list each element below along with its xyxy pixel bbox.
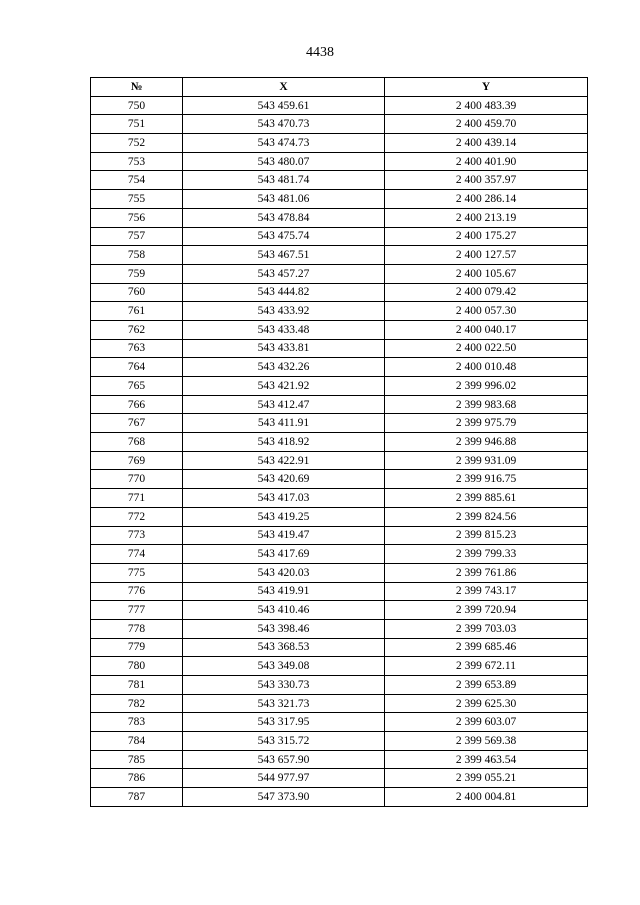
cell-y: 2 400 175.27 — [385, 227, 588, 246]
cell-y: 2 399 916.75 — [385, 470, 588, 489]
cell-x: 543 398.46 — [183, 619, 385, 638]
table-row — [91, 489, 588, 508]
table-row — [91, 320, 588, 339]
cell-number: 775 — [91, 563, 183, 582]
cell-y: 2 399 055.21 — [385, 769, 588, 788]
table-row — [91, 433, 588, 452]
cell-y: 2 399 761.86 — [385, 563, 588, 582]
cell-x: 543 420.69 — [183, 470, 385, 489]
cell-y: 2 400 127.57 — [385, 246, 588, 265]
cell-x: 543 317.95 — [183, 713, 385, 732]
cell-number: 771 — [91, 489, 183, 508]
cell-y: 2 400 079.42 — [385, 283, 588, 302]
table-row — [91, 750, 588, 769]
cell-y: 2 399 625.30 — [385, 694, 588, 713]
cell-number: 784 — [91, 732, 183, 751]
cell-number: 781 — [91, 676, 183, 695]
cell-number: 774 — [91, 545, 183, 564]
table-row — [91, 638, 588, 657]
cell-y: 2 399 603.07 — [385, 713, 588, 732]
cell-x: 543 467.51 — [183, 246, 385, 265]
cell-x: 543 418.92 — [183, 433, 385, 452]
cell-y: 2 399 799.33 — [385, 545, 588, 564]
cell-y: 2 400 040.17 — [385, 320, 588, 339]
cell-number: 766 — [91, 395, 183, 414]
table-row — [91, 732, 588, 751]
cell-y: 2 400 357.97 — [385, 171, 588, 190]
cell-y: 2 400 213.19 — [385, 208, 588, 227]
cell-x: 543 349.08 — [183, 657, 385, 676]
cell-y: 2 399 946.88 — [385, 433, 588, 452]
cell-number: 767 — [91, 414, 183, 433]
cell-number: 768 — [91, 433, 183, 452]
page-number: 4438 — [306, 45, 334, 60]
cell-number: 753 — [91, 152, 183, 171]
table-row — [91, 227, 588, 246]
table-row — [91, 526, 588, 545]
cell-number: 751 — [91, 115, 183, 134]
table-row — [91, 451, 588, 470]
table-row — [91, 395, 588, 414]
column-header-y: Y — [385, 78, 588, 97]
table-row — [91, 377, 588, 396]
table-row — [91, 769, 588, 788]
table-row — [91, 470, 588, 489]
cell-x: 543 657.90 — [183, 750, 385, 769]
cell-number: 752 — [91, 134, 183, 153]
cell-number: 770 — [91, 470, 183, 489]
cell-number: 762 — [91, 320, 183, 339]
cell-x: 543 457.27 — [183, 264, 385, 283]
cell-number: 756 — [91, 208, 183, 227]
cell-number: 761 — [91, 302, 183, 321]
cell-y: 2 399 824.56 — [385, 507, 588, 526]
table-row — [91, 246, 588, 265]
cell-number: 750 — [91, 96, 183, 115]
cell-number: 778 — [91, 619, 183, 638]
table-row — [91, 713, 588, 732]
cell-x: 543 419.25 — [183, 507, 385, 526]
cell-number: 785 — [91, 750, 183, 769]
cell-x: 543 419.91 — [183, 582, 385, 601]
table-row — [91, 788, 588, 807]
cell-number: 783 — [91, 713, 183, 732]
table-row — [91, 96, 588, 115]
cell-number: 759 — [91, 264, 183, 283]
cell-number: 755 — [91, 190, 183, 209]
table-row — [91, 283, 588, 302]
cell-y: 2 400 105.67 — [385, 264, 588, 283]
cell-y: 2 400 057.30 — [385, 302, 588, 321]
cell-x: 543 417.69 — [183, 545, 385, 564]
cell-x: 543 321.73 — [183, 694, 385, 713]
cell-y: 2 399 720.94 — [385, 601, 588, 620]
table-row — [91, 171, 588, 190]
column-header-x: X — [183, 78, 385, 97]
cell-y: 2 400 004.81 — [385, 788, 588, 807]
table-row — [91, 694, 588, 713]
cell-y: 2 400 010.48 — [385, 358, 588, 377]
cell-x: 543 421.92 — [183, 377, 385, 396]
cell-number: 757 — [91, 227, 183, 246]
cell-number: 780 — [91, 657, 183, 676]
cell-number: 763 — [91, 339, 183, 358]
cell-number: 760 — [91, 283, 183, 302]
table-body — [91, 96, 588, 806]
cell-number: 779 — [91, 638, 183, 657]
cell-y: 2 399 685.46 — [385, 638, 588, 657]
cell-x: 543 412.47 — [183, 395, 385, 414]
cell-number: 782 — [91, 694, 183, 713]
coordinates-table — [90, 77, 588, 807]
cell-x: 543 444.82 — [183, 283, 385, 302]
table-row — [91, 601, 588, 620]
table-header — [91, 78, 588, 97]
cell-number: 787 — [91, 788, 183, 807]
cell-number: 777 — [91, 601, 183, 620]
cell-x: 543 433.92 — [183, 302, 385, 321]
cell-y: 2 399 703.03 — [385, 619, 588, 638]
cell-x: 543 315.72 — [183, 732, 385, 751]
cell-x: 543 432.26 — [183, 358, 385, 377]
table-row — [91, 563, 588, 582]
table-row — [91, 264, 588, 283]
cell-y: 2 400 286.14 — [385, 190, 588, 209]
cell-x: 544 977.97 — [183, 769, 385, 788]
cell-y: 2 400 483.39 — [385, 96, 588, 115]
table-row — [91, 190, 588, 209]
cell-x: 543 478.84 — [183, 208, 385, 227]
table-row — [91, 152, 588, 171]
cell-y: 2 399 931.09 — [385, 451, 588, 470]
cell-y: 2 400 401.90 — [385, 152, 588, 171]
cell-y: 2 399 672.11 — [385, 657, 588, 676]
cell-number: 754 — [91, 171, 183, 190]
table-row — [91, 619, 588, 638]
cell-x: 543 417.03 — [183, 489, 385, 508]
table-row — [91, 302, 588, 321]
cell-x: 543 475.74 — [183, 227, 385, 246]
cell-x: 543 433.48 — [183, 320, 385, 339]
cell-y: 2 399 743.17 — [385, 582, 588, 601]
table-row — [91, 676, 588, 695]
cell-x: 543 419.47 — [183, 526, 385, 545]
table-row — [91, 339, 588, 358]
cell-y: 2 399 996.02 — [385, 377, 588, 396]
cell-number: 764 — [91, 358, 183, 377]
cell-x: 543 368.53 — [183, 638, 385, 657]
cell-y: 2 400 459.70 — [385, 115, 588, 134]
cell-x: 547 373.90 — [183, 788, 385, 807]
cell-x: 543 480.07 — [183, 152, 385, 171]
cell-x: 543 481.74 — [183, 171, 385, 190]
table-row — [91, 507, 588, 526]
column-header-number: № — [91, 78, 183, 97]
cell-number: 776 — [91, 582, 183, 601]
cell-y: 2 400 022.50 — [385, 339, 588, 358]
cell-x: 543 481.06 — [183, 190, 385, 209]
cell-number: 772 — [91, 507, 183, 526]
cell-x: 543 422.91 — [183, 451, 385, 470]
table-row — [91, 358, 588, 377]
table-row — [91, 414, 588, 433]
cell-y: 2 399 569.38 — [385, 732, 588, 751]
cell-number: 773 — [91, 526, 183, 545]
cell-number: 758 — [91, 246, 183, 265]
cell-x: 543 410.46 — [183, 601, 385, 620]
table-row — [91, 208, 588, 227]
cell-y: 2 399 653.89 — [385, 676, 588, 695]
cell-x: 543 470.73 — [183, 115, 385, 134]
table-row — [91, 115, 588, 134]
table-row — [91, 545, 588, 564]
cell-y: 2 400 439.14 — [385, 134, 588, 153]
cell-number: 769 — [91, 451, 183, 470]
cell-y: 2 399 975.79 — [385, 414, 588, 433]
table-row — [91, 134, 588, 153]
cell-number: 765 — [91, 377, 183, 396]
cell-x: 543 474.73 — [183, 134, 385, 153]
cell-y: 2 399 815.23 — [385, 526, 588, 545]
table-row — [91, 657, 588, 676]
table-header-row — [91, 78, 588, 97]
cell-x: 543 411.91 — [183, 414, 385, 433]
cell-x: 543 433.81 — [183, 339, 385, 358]
cell-x: 543 459.61 — [183, 96, 385, 115]
cell-x: 543 330.73 — [183, 676, 385, 695]
cell-y: 2 399 983.68 — [385, 395, 588, 414]
cell-x: 543 420.03 — [183, 563, 385, 582]
table-row — [91, 582, 588, 601]
cell-y: 2 399 885.61 — [385, 489, 588, 508]
cell-y: 2 399 463.54 — [385, 750, 588, 769]
cell-number: 786 — [91, 769, 183, 788]
